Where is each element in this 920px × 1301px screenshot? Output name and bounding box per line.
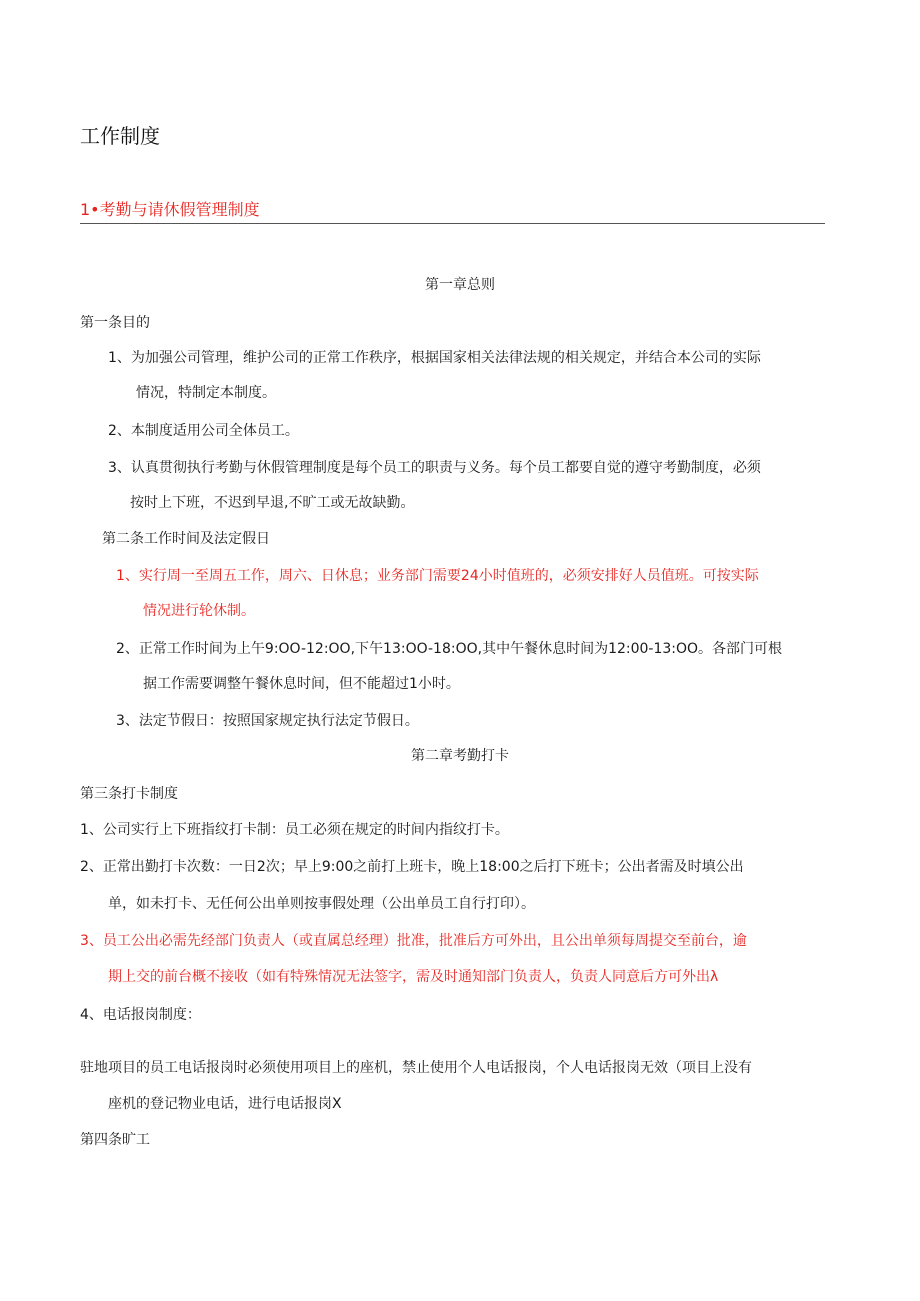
paragraph-line: 2、正常出勤打卡次数：一日2次；早上9:00之前打上班卡，晚上18:00之后打下班卡；公出者需及时填公出	[80, 859, 744, 875]
paragraph-line-highlighted: 期上交的前台概不接收（如有特殊情况无法签字，需及时通知部门负责人，负责人同意后方可外出λ	[108, 969, 719, 985]
article-heading: 第二条工作时间及法定假日	[102, 531, 270, 547]
paragraph-line-highlighted: 3、员工公出必需先经部门负责人（或直属总经理）批准，批准后方可外出，且公出单须每周提交至前台，逾	[80, 933, 747, 949]
section-heading: 1•考勤与请休假管理制度	[80, 200, 260, 219]
article-heading: 第四条旷工	[80, 1132, 150, 1148]
article-heading: 第一条目的	[80, 315, 150, 331]
paragraph-line: 2、本制度适用公司全体员工。	[108, 423, 299, 439]
article-heading: 第三条打卡制度	[80, 786, 178, 802]
paragraph-line-highlighted: 情况进行轮休制。	[143, 603, 255, 619]
chapter-heading: 第一章总则	[425, 277, 495, 293]
paragraph-line: 按时上下班，不迟到早退,不旷工或无故缺勤。	[130, 495, 415, 511]
paragraph-line: 单，如未打卡、无任何公出单则按事假处理（公出单员工自行打印）。	[108, 896, 535, 912]
paragraph-line: 驻地项目的员工电话报岗时必须使用项目上的座机，禁止使用个人电话报岗，个人电话报岗无效（项目上没有	[80, 1060, 752, 1076]
paragraph-line: 据工作需要调整午餐休息时间，但不能超过1小时。	[143, 676, 460, 692]
paragraph-line: 2、正常工作时间为上午9:OO-12:OO,下午13:OO-18:OO,其中午餐休息时间为12:00-13:OO。各部门可根	[116, 641, 783, 657]
paragraph-line: 座机的登记物业电话，进行电话报岗X	[108, 1096, 342, 1112]
paragraph-line: 4、电话报岗制度：	[80, 1007, 201, 1023]
paragraph-line: 3、认真贯彻执行考勤与休假管理制度是每个员工的职责与义务。每个员工都要自觉的遵守考勤制度，必须	[108, 460, 761, 476]
paragraph-line-highlighted: 1、实行周一至周五工作，周六、日休息；业务部门需要24小时值班的，必须安排好人员值班。可按实际	[116, 568, 759, 584]
paragraph-line: 情况，特制定本制度。	[136, 385, 276, 401]
paragraph-line: 1、为加强公司管理，维护公司的正常工作秩序，根据国家相关法律法规的相关规定，并结合本公司的实际	[108, 350, 761, 366]
paragraph-line: 3、法定节假日：按照国家规定执行法定节假日。	[116, 713, 419, 729]
paragraph-line: 1、公司实行上下班指纹打卡制：员工必须在规定的时间内指纹打卡。	[80, 822, 509, 838]
page-title: 工作制度	[80, 124, 160, 148]
heading-divider	[80, 223, 825, 224]
chapter-heading: 第二章考勤打卡	[411, 748, 509, 764]
